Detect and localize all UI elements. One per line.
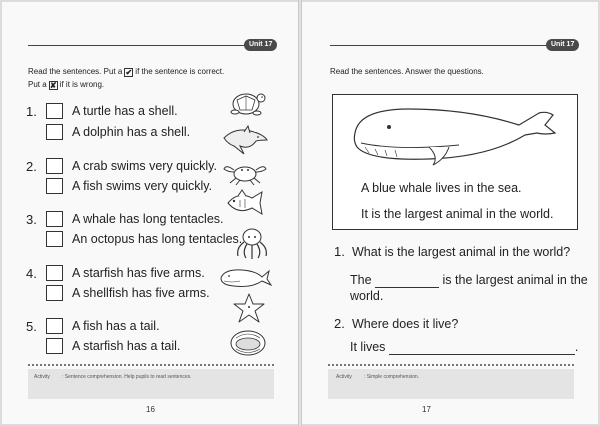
sentence: A fish has a tail.: [72, 319, 160, 333]
cross-box-icon: ✘: [49, 81, 57, 90]
footer-text: : Sentence comprehension. Help pupils to read sentences.: [62, 374, 192, 380]
answer-line-2: world.: [350, 289, 384, 303]
question-number: 1.: [26, 104, 37, 119]
answer-checkbox[interactable]: [46, 158, 63, 174]
sentence: A starfish has a tail.: [72, 339, 181, 353]
answer-checkbox[interactable]: [46, 211, 63, 227]
answer-checkbox[interactable]: [46, 265, 63, 281]
answer-line: [350, 340, 578, 355]
question-number: 2.: [334, 316, 345, 331]
shellfish-icon: [228, 328, 268, 358]
instruction-text: Put a: [28, 80, 47, 89]
passage-sentence: It is the largest animal in the world.: [361, 207, 554, 221]
header-rule: [28, 45, 270, 46]
blue-whale-illustration: [349, 103, 561, 167]
answer-blank[interactable]: [375, 273, 439, 288]
answer-checkbox[interactable]: [46, 103, 63, 119]
answer-checkbox[interactable]: [46, 231, 63, 247]
answer-checkbox[interactable]: [46, 338, 63, 354]
sentence: A dolphin has a shell.: [72, 125, 191, 139]
sentence: An octopus has long tentacles.: [72, 232, 243, 246]
answer-checkbox[interactable]: [46, 285, 63, 301]
octopus-icon: [232, 226, 272, 262]
whale-icon: [218, 266, 272, 290]
answer-prefix: The: [350, 273, 372, 287]
crab-icon: [220, 160, 270, 186]
left-page: [2, 2, 298, 424]
footer-label: Activity: [34, 374, 50, 380]
sentence: A turtle has a shell.: [72, 104, 178, 118]
question-number: 2.: [26, 159, 37, 174]
answer-checkbox[interactable]: [46, 178, 63, 194]
instruction-line-1: [28, 66, 224, 77]
answer-line: [350, 273, 588, 288]
answer-blank[interactable]: [389, 340, 575, 355]
question-number: 3.: [26, 212, 37, 227]
answer-checkbox[interactable]: [46, 124, 63, 140]
fish-icon: [224, 188, 266, 218]
sentence: A fish swims very quickly.: [72, 179, 213, 193]
footer-text: : Simple comprehension.: [364, 374, 420, 380]
sentence: A whale has long tentacles.: [72, 212, 224, 226]
starfish-icon: [232, 292, 266, 324]
passage-sentence: A blue whale lives in the sea.: [361, 181, 522, 195]
footer-divider: [328, 364, 574, 366]
sentence: A crab swims very quickly.: [72, 159, 217, 173]
answer-checkbox[interactable]: [46, 318, 63, 334]
passage-box: [332, 94, 578, 230]
footer-divider: [28, 364, 274, 366]
right-page: [302, 2, 598, 424]
answer-suffix: is the largest animal in the: [442, 273, 588, 287]
turtle-icon: [224, 86, 268, 118]
question-text: What is the largest animal in the world?: [352, 245, 571, 259]
question-text: Where does it live?: [352, 317, 459, 331]
unit-tab: Unit 17: [546, 39, 579, 51]
question-number: 4.: [26, 266, 37, 281]
instruction-line-2: [28, 79, 104, 90]
question-number: 1.: [334, 244, 345, 259]
footer-label: Activity: [336, 374, 352, 380]
unit-tab: Unit 17: [244, 39, 277, 51]
instruction-text: Read the sentences. Put a: [28, 67, 123, 76]
dolphin-icon: [220, 124, 270, 158]
page-number: 16: [146, 405, 155, 414]
instruction: Read the sentences. Answer the questions.: [330, 67, 484, 76]
instruction-text: if it is wrong.: [59, 80, 105, 89]
answer-suffix: .: [574, 340, 579, 354]
page-number: 17: [422, 405, 431, 414]
answer-prefix: It lives: [350, 340, 386, 354]
question-number: 5.: [26, 319, 37, 334]
sentence: A starfish has five arms.: [72, 266, 205, 280]
tick-box-icon: ✔: [125, 68, 133, 77]
sentence: A shellfish has five arms.: [72, 286, 210, 300]
instruction-text: if the sentence is correct.: [135, 67, 225, 76]
header-rule: [330, 45, 570, 46]
